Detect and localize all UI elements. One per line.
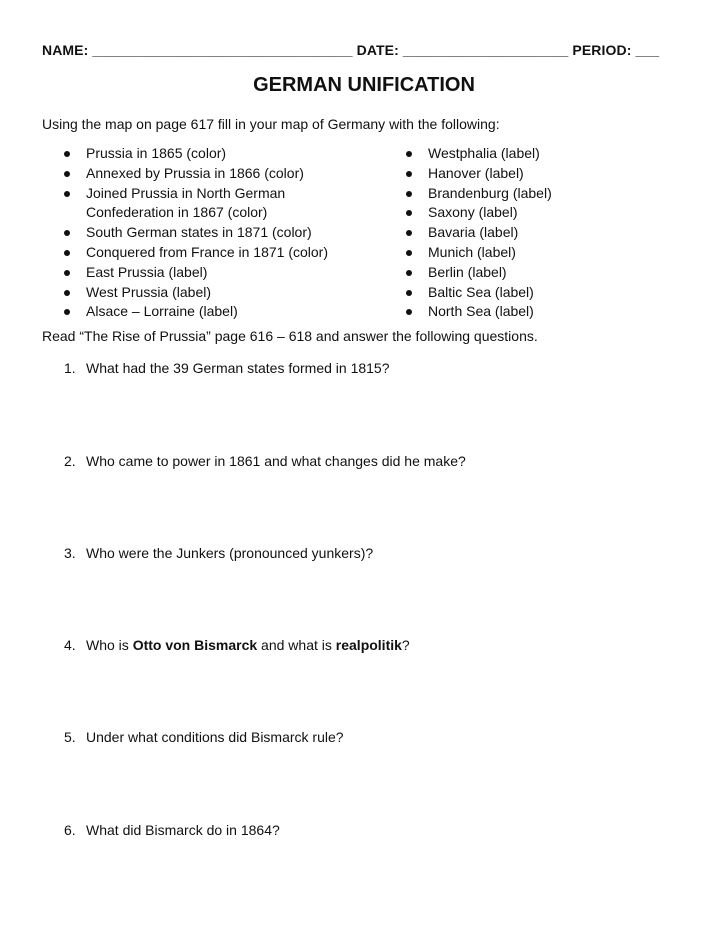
list-item: Joined Prussia in North German bbox=[64, 184, 328, 204]
bullet-icon bbox=[64, 270, 70, 276]
term-otto-von-bismarck: Otto von Bismarck bbox=[132, 637, 258, 653]
list-item-continuation: Confederation in 1867 (color) bbox=[86, 204, 268, 221]
bullet-icon bbox=[406, 290, 412, 296]
bullet-icon bbox=[64, 230, 70, 236]
list-item: Prussia in 1865 (color) bbox=[64, 144, 328, 164]
bullet-icon bbox=[64, 171, 70, 177]
question-1: 1. What had the 39 German states formed in 1815? bbox=[64, 360, 390, 376]
list-item: Conquered from France in 1871 (color) bbox=[64, 243, 328, 263]
header-name-date-period: NAME: _________________________________ DATE: _____________________ PERIOD: ___ bbox=[42, 42, 660, 58]
list-item: Berlin (label) bbox=[406, 263, 552, 283]
list-item: Baltic Sea (label) bbox=[406, 283, 552, 303]
list-item: Brandenburg (label) bbox=[406, 184, 552, 204]
question-4: 4. Who is Otto von Bismarck and what is realpolitik? bbox=[64, 637, 410, 653]
question-6: 6. What did Bismarck do in 1864? bbox=[64, 822, 280, 838]
list-item: Bavaria (label) bbox=[406, 223, 552, 243]
list-item: Hanover (label) bbox=[406, 164, 552, 184]
list-item: Saxony (label) bbox=[406, 203, 552, 223]
list-item: Westphalia (label) bbox=[406, 144, 552, 164]
bullet-icon bbox=[406, 250, 412, 256]
map-instructions: Using the map on page 617 fill in your map of Germany with the following: bbox=[42, 116, 500, 132]
bullet-icon bbox=[406, 309, 412, 315]
list-item: Alsace – Lorraine (label) bbox=[64, 302, 328, 322]
map-items-left-list bbox=[64, 144, 328, 322]
list-item: Annexed by Prussia in 1866 (color) bbox=[64, 164, 328, 184]
reading-instructions: Read “The Rise of Prussia” page 616 – 618 and answer the following questions. bbox=[42, 328, 538, 344]
question-5: 5. Under what conditions did Bismarck rule? bbox=[64, 729, 344, 745]
list-item: East Prussia (label) bbox=[64, 263, 328, 283]
bullet-icon bbox=[406, 210, 412, 216]
bullet-icon bbox=[64, 290, 70, 296]
page-title: GERMAN UNIFICATION bbox=[253, 74, 475, 96]
bullet-icon bbox=[64, 250, 70, 256]
bullet-icon bbox=[406, 230, 412, 236]
question-2: 2. Who came to power in 1861 and what changes did he make? bbox=[64, 453, 466, 469]
question-3: 3. Who were the Junkers (pronounced yunkers)? bbox=[64, 545, 374, 561]
list-item: South German states in 1871 (color) bbox=[64, 223, 328, 243]
list-item: Munich (label) bbox=[406, 243, 552, 263]
list-item: West Prussia (label) bbox=[64, 283, 328, 303]
term-realpolitik: realpolitik bbox=[335, 637, 402, 653]
bullet-icon bbox=[64, 309, 70, 315]
bullet-icon bbox=[406, 151, 412, 157]
bullet-icon bbox=[406, 270, 412, 276]
map-items-right-list bbox=[406, 144, 552, 322]
list-item: North Sea (label) bbox=[406, 302, 552, 322]
bullet-icon bbox=[406, 171, 412, 177]
bullet-icon bbox=[406, 191, 412, 197]
bullet-icon bbox=[64, 151, 70, 157]
bullet-icon bbox=[64, 191, 70, 197]
